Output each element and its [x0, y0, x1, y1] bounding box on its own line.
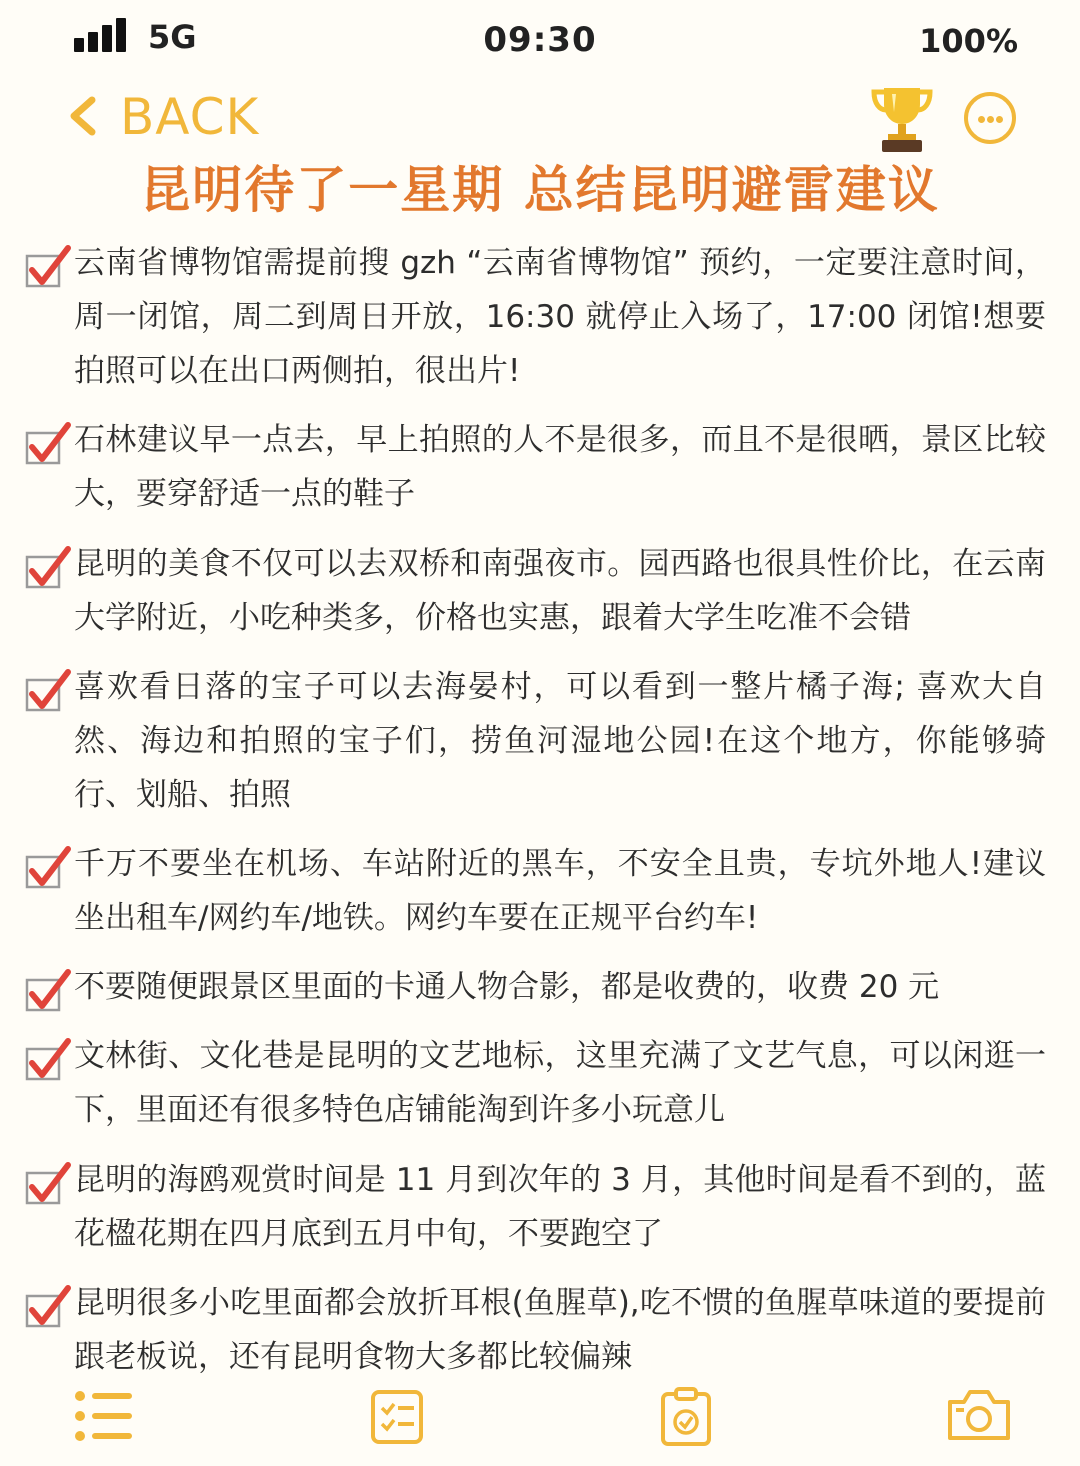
checkbox-checked-icon: [24, 1161, 74, 1207]
checklist-icon[interactable]: [370, 1386, 424, 1446]
tip-text: 千万不要坐在机场、车站附近的黑车，不安全且贵，专坑外地人!建议坐出租车/网约车/地铁。网约车要在正规平台约车!: [74, 846, 1046, 936]
nav-bar: [0, 80, 1080, 150]
back-label: BACK: [120, 88, 260, 146]
bottom-toolbar: [0, 1382, 1080, 1452]
page-title: 昆明待了一星期 总结昆明避雷建议: [140, 161, 940, 219]
tip-text: 石林建议早一点去，早上拍照的人不是很多，而且不是很晒，景区比较大，要穿舒适一点的鞋子: [74, 422, 1046, 512]
tip-text: 昆明的海鸥观赏时间是 11 月到次年的 3 月，其他时间是看不到的，蓝花楹花期在四月底到五月中旬，不要跑空了: [74, 1162, 1046, 1252]
battery-level: 100%: [919, 22, 1018, 60]
checkbox-checked-icon: [24, 1037, 74, 1083]
chevron-left-icon: [66, 96, 100, 136]
checkbox-checked-icon: [24, 968, 74, 1014]
clipboard-check-icon[interactable]: [660, 1386, 712, 1448]
tip-text: 喜欢看日落的宝子可以去海晏村，可以看到一整片橘子海; 喜欢大自然、海边和拍照的宝子们，捞鱼河湿地公园!在这个地方，你能够骑行、划船、拍照: [74, 669, 1046, 813]
tip-text: 云南省博物馆需提前搜 gzh “云南省博物馆” 预约，一定要注意时间，周一闭馆，周二到周日开放，16:30 就停止入场了，17:00 闭馆!想要拍照可以在出口两侧拍，很出片!: [74, 245, 1046, 389]
checkbox-checked-icon: [24, 1284, 74, 1330]
checkbox-checked-icon: [24, 845, 74, 891]
checkbox-checked-icon: [24, 668, 74, 714]
tip-text: 文林街、文化巷是昆明的文艺地标，这里充满了文艺气息，可以闲逛一下，里面还有很多特色店铺能淘到许多小玩意儿: [74, 1038, 1046, 1128]
tip-text: 昆明的美食不仅可以去双桥和南强夜市。园西路也很具性价比，在云南大学附近，小吃种类多，价格也实惠，跟着大学生吃准不会错: [74, 546, 1046, 636]
status-time: 09:30: [483, 20, 597, 60]
tip-text: 昆明很多小吃里面都会放折耳根(鱼腥草),吃不惯的鱼腥草味道的要提前跟老板说，还有昆明食物大多都比较偏辣: [74, 1285, 1046, 1375]
checkbox-checked-icon: [24, 421, 74, 467]
network-type: 5G: [148, 18, 197, 56]
list-icon[interactable]: [72, 1386, 134, 1446]
tip-text: 不要随便跟景区里面的卡通人物合影，都是收费的，收费 20 元: [74, 969, 940, 1005]
status-bar: [0, 0, 1080, 80]
camera-icon[interactable]: [946, 1386, 1012, 1444]
more-icon[interactable]: [964, 92, 1016, 144]
trophy-icon[interactable]: [870, 82, 934, 154]
checkbox-checked-icon: [24, 244, 74, 290]
checkbox-checked-icon: [24, 545, 74, 591]
